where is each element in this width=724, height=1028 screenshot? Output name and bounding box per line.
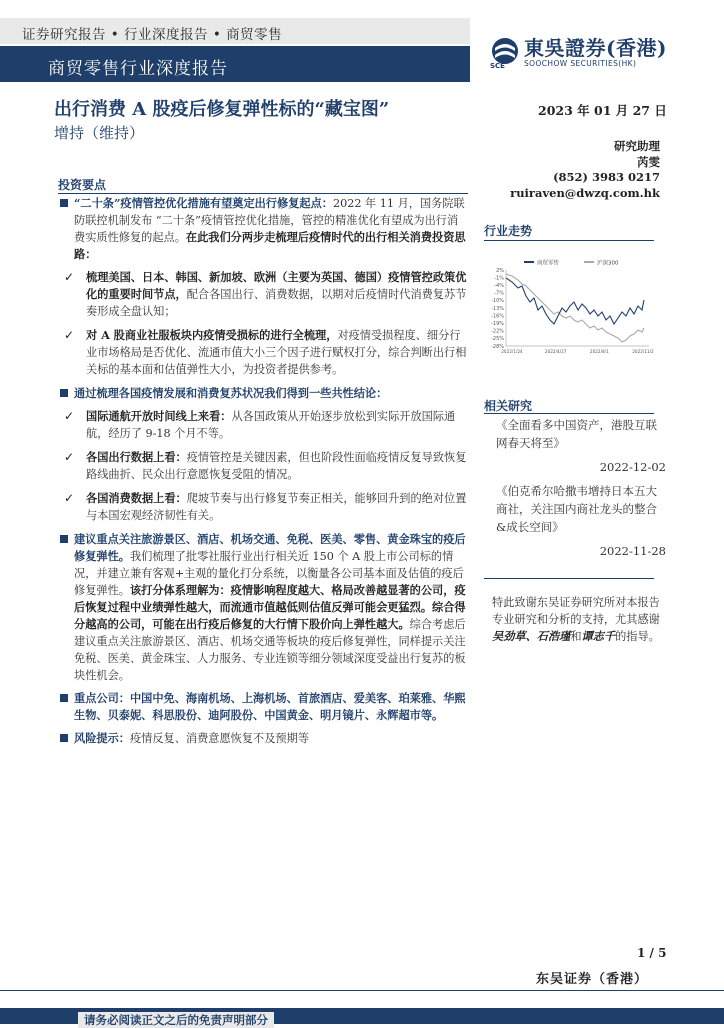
key-point-4: 重点公司：中国中免、海南机场、上海机场、首旅酒店、爱美客、珀莱雅、华熙生物、贝泰妮、科思股份、迪阿股份、中国黄金、明月镜片、永辉超市等。 [58, 690, 468, 724]
series-line-商贸零售 [506, 278, 644, 324]
y-tick-label: -19% [491, 321, 504, 327]
y-tick-label: -28% [491, 343, 504, 350]
disclaimer-note: 请务必阅读正文之后的免责声明部分 [78, 1012, 274, 1028]
legend-label: 商贸零售 [537, 260, 560, 267]
key-points-body [58, 195, 468, 753]
breadcrumb [0, 18, 470, 44]
x-tick-label: 2022/11/2 [632, 349, 654, 354]
check-item-4: ✓ 各国出行数据上看：疫情管控是关键因素，但也阶段性面临疫情反复导致恢复路线曲折、民众出行意愿恢复受阻的情况。 [64, 450, 467, 481]
logo-name: 東吳證券(香港) [524, 36, 667, 60]
y-tick-label: -16% [491, 313, 504, 320]
related-item-title[interactable]: 《伯克希尔哈撒韦增持日本五大商社，关注国内商社龙头的整合&成长空间》 [496, 484, 657, 534]
x-tick-label: 2022/4/27 [544, 349, 567, 354]
divider [484, 240, 654, 241]
y-tick-label: -22% [491, 328, 504, 335]
divider [484, 578, 654, 579]
related-item-date: 2022-11-28 [599, 544, 666, 558]
y-tick-label: -7% [494, 290, 504, 297]
related-item-date: 2022-12-02 [599, 460, 666, 474]
section-title: 商贸零售行业深度报告 [48, 59, 228, 79]
key-point-1: “二十条”疫情管控优化措施有望奠定出行修复起点：2022 年 11 月，国务院联防联控机制发布 “二十条”疫情管控优化措施，管控的精准优化有望成为出行消费实质性修复的起点。在此我们分两步走梳理后疫情时代的出行相关消费投资思路： [58, 195, 468, 263]
related-list [496, 416, 666, 560]
divider [484, 413, 654, 414]
footer-firm: 东吴证券（香港） [536, 972, 649, 987]
footer-rule [0, 990, 724, 991]
author-email[interactable]: ruiraven@dwzq.com.hk [510, 186, 660, 200]
y-tick-label: -4% [494, 283, 504, 289]
check-icon: ✓ [64, 328, 75, 342]
check-item-2: ✓ 对 A 股商业社服板块内疫情受损标的进行全梳理，对疫情受损程度、细分行业市场格局是否优化、流通市值大小三个因子进行赋权打分，综合判断出行相关标的基本面和估值弹性大小，为投资者提供参考。 [64, 328, 467, 376]
logo-mark-text: SCE [490, 62, 505, 70]
report-date: 2023 年 01 月 27 日 [538, 103, 667, 118]
y-tick-label: 2% [496, 267, 504, 274]
company-logo [488, 32, 688, 72]
rating: 增持（维持） [54, 124, 145, 142]
y-tick-label: -13% [491, 305, 504, 312]
y-tick-label: -1% [494, 275, 504, 282]
key-point-5: 风险提示：疫情反复、消费意愿恢复不及预期等 [58, 730, 468, 747]
acknowledgement: 特此致谢东吴证券研究所对本报告专业研究和分析的支持，尤其感谢吴劲草、石浩瑾和谭志千的指导。 [492, 596, 660, 643]
trend-chart [484, 258, 654, 358]
related-heading: 相关研究 [484, 399, 533, 413]
legend-label: 沪深300 [597, 260, 619, 267]
y-tick-label: -25% [491, 336, 504, 343]
series-line-沪深300 [506, 274, 644, 342]
y-tick-label: -10% [491, 298, 504, 305]
author-phone: (852) 3983 0217 [553, 170, 660, 184]
section-banner [0, 46, 470, 82]
check-icon: ✓ [64, 450, 75, 464]
check-icon: ✓ [64, 409, 75, 423]
report-title: 出行消费 A 股疫后修复弹性标的“藏宝图” [54, 99, 390, 120]
page-number: 1 / 5 [637, 946, 667, 960]
key-point-2: 通过梳理各国疫情发展和消费复苏状况我们得到一些共性结论： [58, 385, 468, 402]
x-tick-label: 2022/1/24 [501, 349, 523, 354]
check-item-5: ✓ 各国消费数据上看：爬坡节奏与出行修复节奏正相关，能够回升到的绝对位置与本国宏观经济韧性有关。 [64, 491, 467, 522]
x-tick-label: 2022/8/1 [589, 349, 609, 354]
check-icon: ✓ [64, 270, 75, 284]
author-role: 研究助理 [614, 139, 660, 153]
check-item-1: ✓ 梳理美国、日本、韩国、新加坡、欧洲（主要为英国、德国）疫情管控政策优化的重要时间节点，配合各国出行、消费数据，以期对后疫情时代消费复苏节奏形成全盘认知； [64, 270, 467, 318]
divider [58, 193, 468, 194]
logo-subtitle: SOOCHOW SECURITIES(HK) [524, 59, 637, 68]
key-points-heading: 投资要点 [58, 178, 107, 192]
breadcrumb-text: 证券研究报告 • 行业深度报告 • 商贸零售 [22, 27, 283, 43]
author-name: 芮雯 [637, 155, 660, 169]
check-item-3: ✓ 国际通航开放时间线上来看：从各国政策从开始逐步放松到实际开放国际通航，经历了 9-18 个月不等。 [64, 409, 456, 440]
check-icon: ✓ [64, 491, 75, 505]
key-point-3: 建议重点关注旅游景区、酒店、机场交通、免税、医美、零售、黄金珠宝的疫后修复弹性。我们梳理了批零社服行业出行相关近 150 个 A 股上市公司标的情况，并建立兼有客观+主观的量化打分系统，以衡量各公司基本面及估值的疫后修复弹性。该打分体系理解为：疫情影响程度越大、格局改善越显著的公司，疫后恢复过程中业绩弹性越大，而流通市值越低则估值反弹可能会更猛烈。综合得分越高的公司，可能在出行疫后修复的大行情下股价向上弹性越大。综合考虑后建议重点关注旅游景区、酒店、机场交通等板块的疫后修复弹性，同样提示关注免税、医美、黄金珠宝、人力服务、专业连锁等细分领域深度受益出行复苏的板块性机会。 [58, 531, 468, 684]
trend-heading: 行业走势 [484, 224, 533, 238]
related-item-title[interactable]: 《全面看多中国资产，港股互联网春天将至》 [496, 418, 657, 450]
